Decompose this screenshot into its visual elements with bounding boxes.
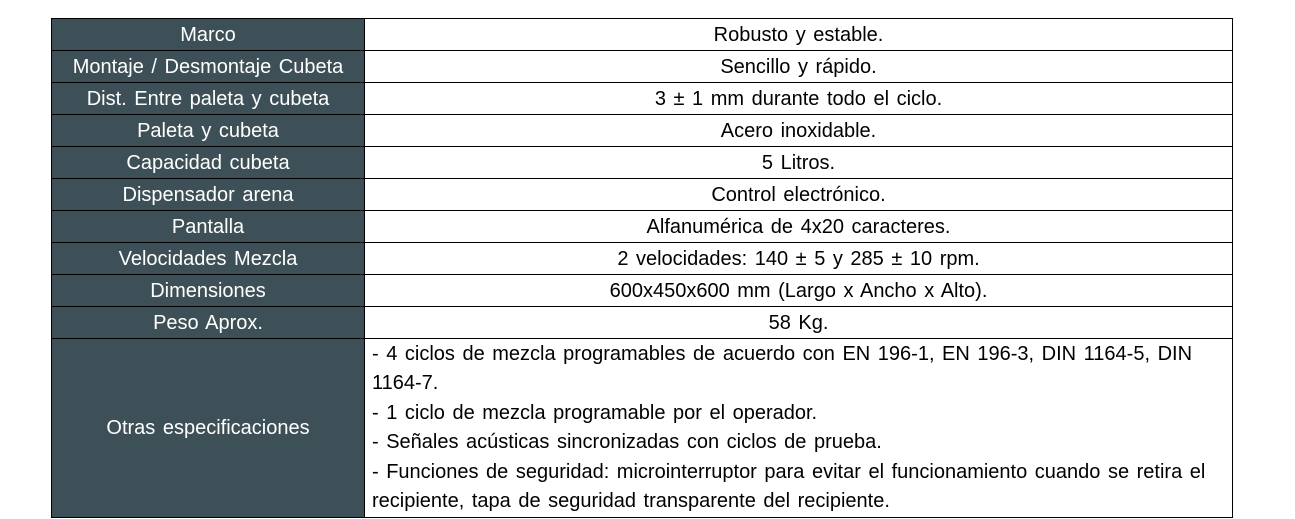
spec-value-otras — [365, 339, 1233, 518]
spec-line: - Señales acústicas sincronizadas con ciclos de prueba. — [372, 431, 882, 454]
spec-line: - 4 ciclos de mezcla programables de acuerdo con EN 196-1, EN 196-3, DIN 1164-5, DIN 1164-7. — [372, 343, 1193, 395]
specifications-table — [51, 18, 1233, 518]
spec-label-paleta: Paleta y cubeta — [52, 115, 365, 147]
table-row — [52, 19, 1233, 51]
spec-label-distancia: Dist. Entre paleta y cubeta — [52, 83, 365, 115]
table-row — [52, 243, 1233, 275]
table-row — [52, 147, 1233, 179]
spec-label-peso: Peso Aprox. — [52, 307, 365, 339]
table-row — [52, 115, 1233, 147]
spec-value-pantalla: Alfanumérica de 4x20 caracteres. — [365, 211, 1233, 243]
spec-value-distancia: 3 ± 1 mm durante todo el ciclo. — [365, 83, 1233, 115]
spec-label-montaje: Montaje / Desmontaje Cubeta — [52, 51, 365, 83]
table-row — [52, 339, 1233, 518]
table-row — [52, 275, 1233, 307]
spec-label-pantalla: Pantalla — [52, 211, 365, 243]
spec-value-capacidad: 5 Litros. — [365, 147, 1233, 179]
spec-label-marco: Marco — [52, 19, 365, 51]
table-row — [52, 51, 1233, 83]
spec-value-velocidades: 2 velocidades: 140 ± 5 y 285 ± 10 rpm. — [365, 243, 1233, 275]
spec-line: - Funciones de seguridad: microinterruptor para evitar el funcionamiento cuando se retira el recipiente, tapa de seguridad transparente del recipiente. — [372, 460, 1206, 513]
spec-value-dimensiones: 600x450x600 mm (Largo x Ancho x Alto). — [365, 275, 1233, 307]
spec-label-otras: Otras especificaciones — [52, 339, 365, 518]
spec-label-velocidades: Velocidades Mezcla — [52, 243, 365, 275]
table-row — [52, 211, 1233, 243]
spec-label-dimensiones: Dimensiones — [52, 275, 365, 307]
table-row — [52, 83, 1233, 115]
table-row — [52, 179, 1233, 211]
spec-value-dispensador: Control electrónico. — [365, 179, 1233, 211]
table-row — [52, 307, 1233, 339]
spec-value-montaje: Sencillo y rápido. — [365, 51, 1233, 83]
spec-value-peso: 58 Kg. — [365, 307, 1233, 339]
spec-line: - 1 ciclo de mezcla programable por el operador. — [372, 401, 818, 424]
spec-value-paleta: Acero inoxidable. — [365, 115, 1233, 147]
spec-value-marco: Robusto y estable. — [365, 19, 1233, 51]
spec-label-dispensador: Dispensador arena — [52, 179, 365, 211]
spec-label-capacidad: Capacidad cubeta — [52, 147, 365, 179]
